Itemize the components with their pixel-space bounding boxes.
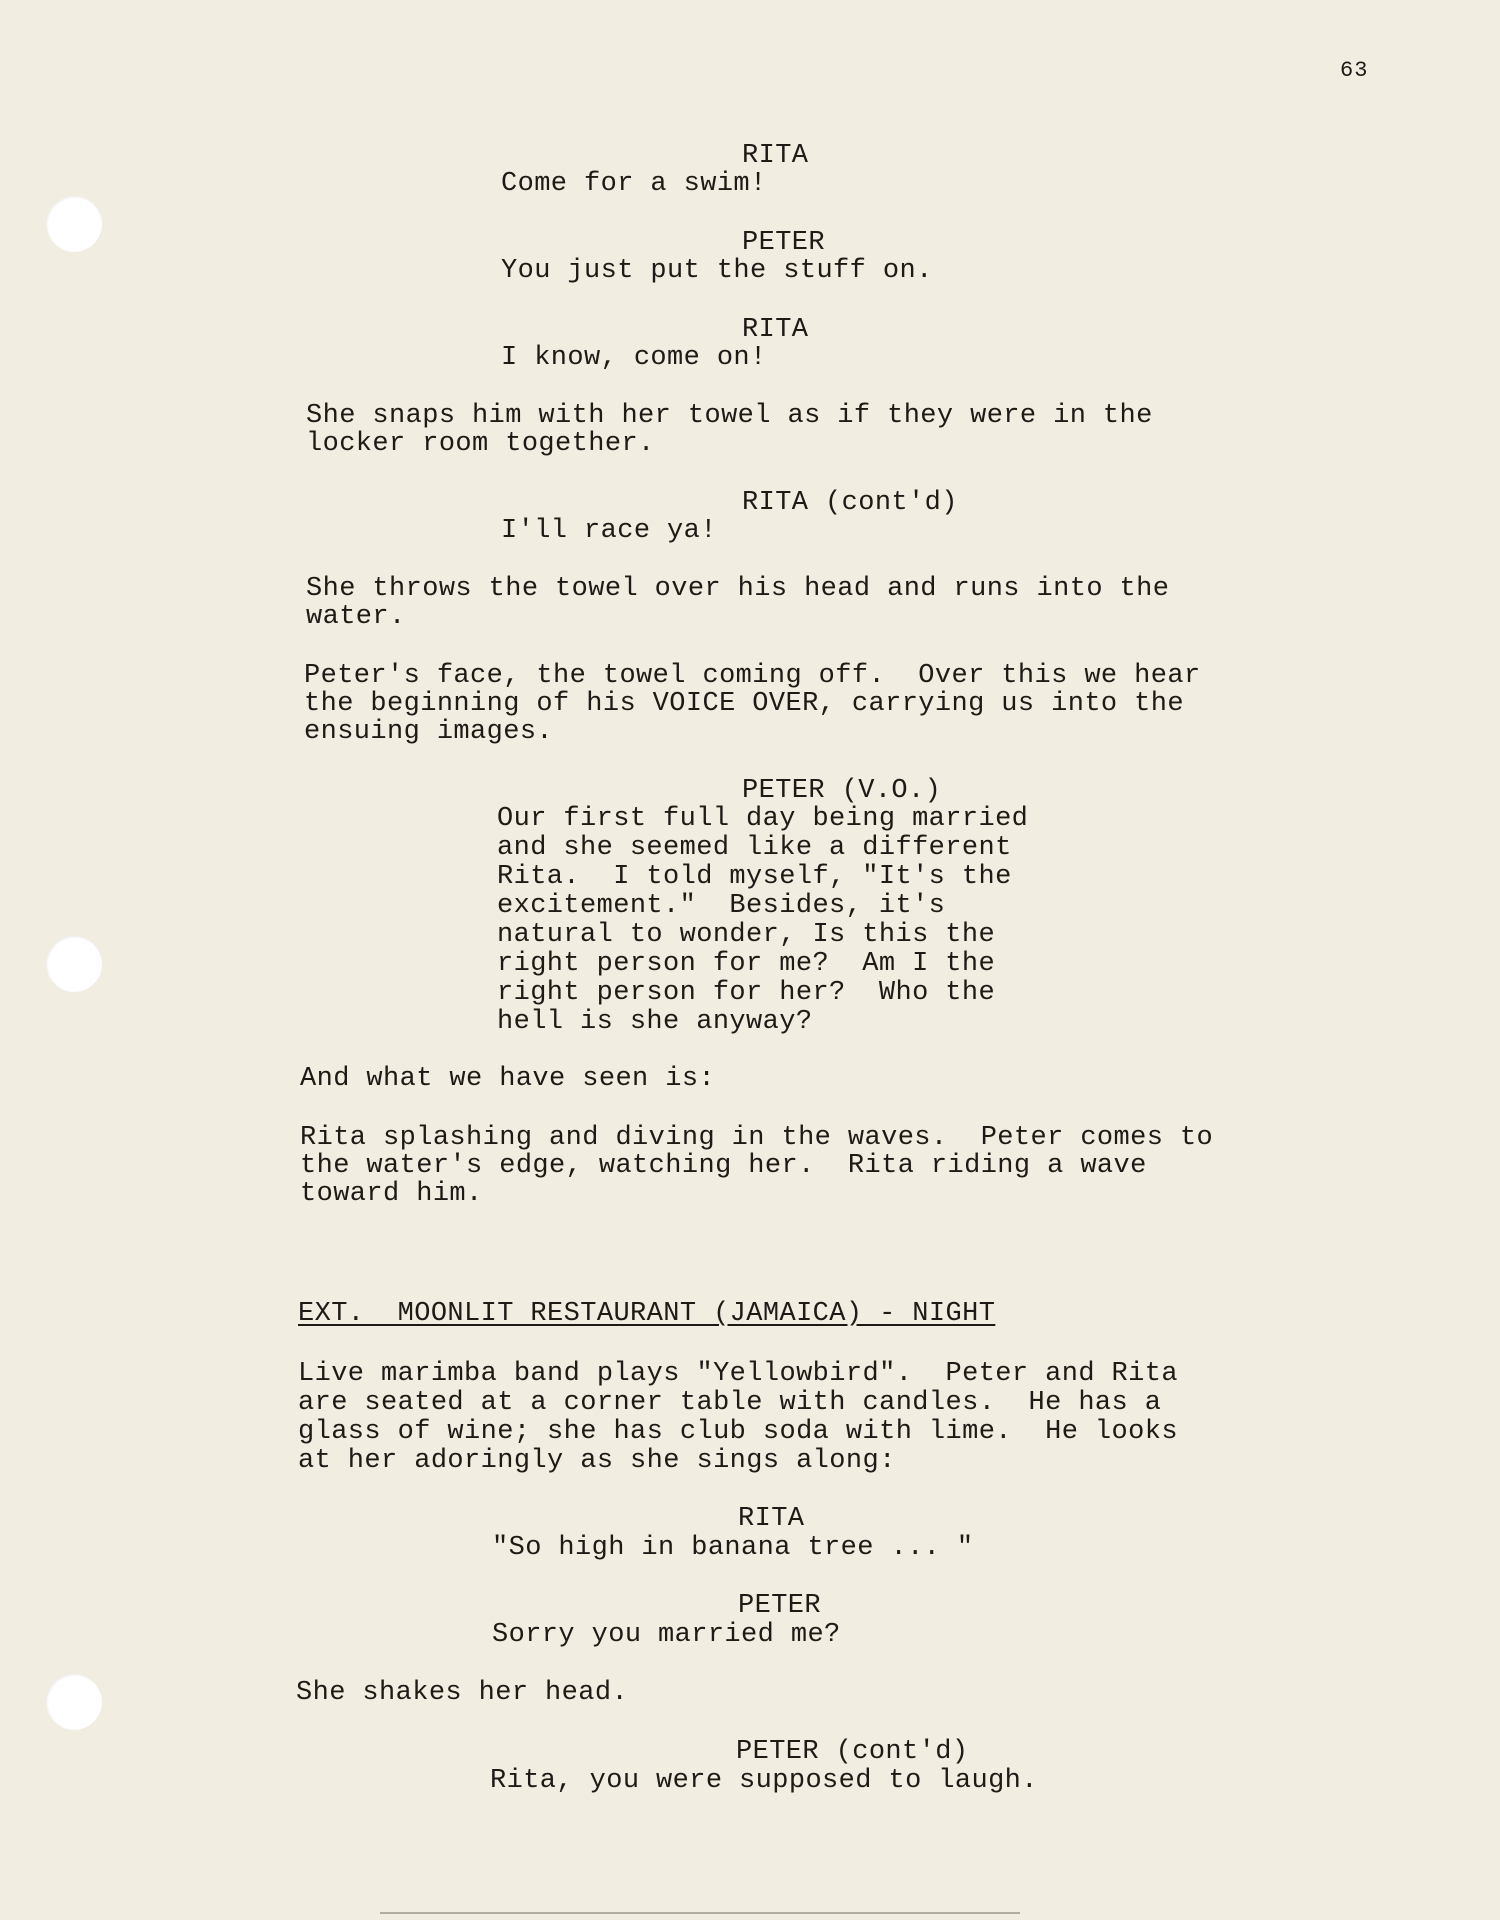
dialogue-line: natural to wonder, Is this the — [497, 920, 996, 950]
character-name: PETER — [738, 1591, 822, 1621]
dialogue-line: and she seemed like a different — [497, 833, 1012, 863]
page-edge-mark — [380, 1912, 1020, 1914]
dialogue-line: Rita, you were supposed to laugh. — [490, 1766, 1038, 1796]
dialogue-line: right person for her? Who the — [497, 978, 996, 1008]
action-line: glass of wine; she has club soda with lime. He looks — [298, 1417, 1178, 1447]
action-line: are seated at a corner table with candles. He has a — [298, 1388, 1162, 1418]
dialogue-line: Come for a swim! — [501, 169, 767, 199]
dialogue-line: I'll race ya! — [501, 516, 717, 546]
dialogue-line: You just put the stuff on. — [501, 256, 933, 286]
dialogue-line: Our first full day being married — [497, 804, 1029, 834]
character-name: PETER (cont'd) — [736, 1737, 969, 1767]
action-line: toward him. — [300, 1179, 483, 1209]
binder-hole — [46, 1674, 102, 1730]
action-line: She snaps him with her towel as if they were in the — [306, 401, 1153, 431]
dialogue-line: right person for me? Am I the — [497, 949, 996, 979]
page-number: 63 — [1340, 58, 1369, 83]
action-line: Rita splashing and diving in the waves. Peter comes to — [300, 1123, 1214, 1153]
action-line: And what we have seen is: — [300, 1064, 716, 1094]
character-name: RITA — [742, 315, 809, 345]
action-line: Peter's face, the towel coming off. Over this we hear — [304, 661, 1201, 691]
dialogue-line: Sorry you married me? — [492, 1620, 841, 1650]
character-name: RITA — [742, 141, 809, 171]
character-name: RITA — [738, 1504, 805, 1534]
dialogue-line: excitement." Besides, it's — [497, 891, 946, 921]
action-line: Live marimba band plays "Yellowbird". Peter and Rita — [298, 1359, 1178, 1389]
dialogue-line: hell is she anyway? — [497, 1007, 813, 1037]
action-line: the beginning of his VOICE OVER, carrying us into the — [304, 689, 1184, 719]
binder-hole — [46, 196, 102, 252]
action-line: water. — [306, 602, 406, 632]
action-line: She shakes her head. — [296, 1678, 629, 1708]
character-name: PETER (V.O.) — [742, 776, 942, 806]
action-line: at her adoringly as she sings along: — [298, 1446, 896, 1476]
binder-hole — [46, 936, 102, 992]
dialogue-line: I know, come on! — [501, 343, 767, 373]
action-line: She throws the towel over his head and runs into the — [306, 574, 1170, 604]
dialogue-line: "So high in banana tree ... " — [492, 1533, 974, 1563]
action-line: the water's edge, watching her. Rita riding a wave — [300, 1151, 1147, 1181]
action-line: locker room together. — [306, 429, 655, 459]
character-name: RITA (cont'd) — [742, 488, 958, 518]
scene-heading: EXT. MOONLIT RESTAURANT (JAMAICA) - NIGHT — [298, 1299, 996, 1329]
character-name: PETER — [742, 228, 826, 258]
dialogue-line: Rita. I told myself, "It's the — [497, 862, 1012, 892]
action-line: ensuing images. — [304, 717, 554, 747]
